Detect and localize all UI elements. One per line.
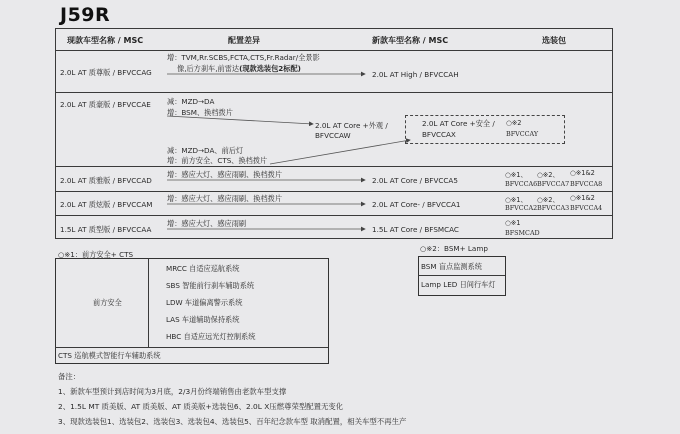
- package2-item: BSM 盲点监测系统: [421, 262, 482, 271]
- config-diff-text: 像,后方刹车,前雷达: [177, 64, 240, 73]
- new-model-cell: 2.0L AT High / BFVCCAH: [372, 70, 459, 79]
- config-diff-bold-note: (现款选装包2标配): [239, 64, 301, 73]
- package-label: ○※1: [505, 219, 521, 227]
- package-label: ○※1、: [505, 196, 528, 204]
- arrow-line: [167, 116, 313, 124]
- arrow-line: [270, 140, 410, 164]
- config-diff-cell: 增：感应大灯、感应雨刷: [167, 219, 247, 228]
- package-label: ○※2: [506, 119, 522, 127]
- package1-title: ○※1：前方安全+ CTS: [58, 250, 134, 259]
- notes-title: 备注：: [58, 372, 81, 381]
- package-label: ○※1&2: [570, 194, 595, 202]
- intermediate-model-cell: BFVCCAW: [315, 131, 351, 140]
- package-code: BFVCCA2: [505, 204, 538, 212]
- config-diff-cell: 增：感应大灯、感应雨刷、换档拨片: [167, 170, 283, 179]
- package1-item: LDW 车道偏离警示系统: [166, 298, 243, 307]
- config-diff-cell: 增：BSM、换档拨片: [167, 108, 233, 117]
- package1-cts: CTS 巡航模式智能行车辅助系统: [58, 351, 161, 360]
- header-package: 选装包: [542, 36, 566, 45]
- package-code: BFVCCA8: [570, 180, 603, 188]
- package-label: ○※2、: [537, 196, 560, 204]
- header-config-diff: 配置差异: [228, 36, 260, 45]
- package-label: ○※1、: [505, 171, 528, 179]
- config-diff-cell: 增：感应大灯、感应雨刷、换档拨片: [167, 194, 283, 203]
- current-model-cell: 2.0L AT 质雅版 / BFVCCAD: [60, 176, 152, 185]
- new-model-cell: 1.5L AT Core / BFSMCAC: [372, 225, 459, 234]
- package1-item: HBC 自适应远光灯控制系统: [166, 332, 256, 341]
- current-model-cell: 2.0L AT 质炫版 / BFVCCAM: [60, 200, 153, 209]
- current-model-cell: 2.0L AT 质尊版 / BFVCCAG: [60, 68, 152, 77]
- config-diff-cell: 增：TVM,Rr.SCBS,FCTA,CTS,Fr.Radar/全景影: [167, 53, 320, 62]
- note-item: 3、现款选装包1、选装包2、选装包3、选装包4、选装包5、百年纪念款车型 取消配置，相关车型不再生产: [58, 417, 407, 426]
- package-code: BFVCCA3: [537, 204, 570, 212]
- config-diff-cell: 减：MZD→DA、前后灯: [167, 146, 244, 155]
- package1-item: LAS 车道辅助保持系统: [166, 315, 240, 324]
- new-model-cell: BFVCCAX: [422, 130, 456, 139]
- package1-row-divider: [55, 347, 328, 348]
- config-diff-cell: 增：前方安全、CTS、换档拨片: [167, 156, 268, 165]
- package-label: ○※2、: [537, 171, 560, 179]
- package2-title: ○※2：BSM+ Lamp: [420, 244, 488, 253]
- new-model-cell: 2.0L AT Core +安全 /: [422, 119, 495, 128]
- header-current-model: 现款车型名称 / MSC: [67, 36, 144, 45]
- package-code: BFVCCA6: [505, 180, 538, 188]
- package2-item: Lamp LED 日间行车灯: [421, 280, 496, 289]
- package1-group-label: 前方安全: [93, 298, 122, 307]
- package1-col-divider: [148, 258, 149, 347]
- package-code: BFSMCAD: [505, 229, 540, 237]
- new-model-cell: 2.0L AT Core- / BFVCCA1: [372, 200, 461, 209]
- config-diff-cell: 减：MZD→DA: [167, 97, 215, 106]
- package-code: BFVCCA4: [570, 204, 603, 212]
- package-code: BFVCCAY: [506, 130, 539, 138]
- note-item: 2、1.5L MT 质美版、AT 质美版、AT 质美版+选装包6、2.0L X压燃尊荣型配置无变化: [58, 402, 344, 411]
- package-code: BFVCCA7: [537, 180, 570, 188]
- package-label: ○※1&2: [570, 169, 595, 177]
- note-item: 1、新款车型预计到店时间为3月底，2/3月份终端销售由老款车型支撑: [58, 387, 287, 396]
- package2-row-divider: [418, 275, 505, 276]
- intermediate-model-cell: 2.0L AT Core +外观 /: [315, 121, 388, 130]
- header-new-model: 新款车型名称 / MSC: [372, 36, 449, 45]
- new-model-cell: 2.0L AT Core / BFVCCA5: [372, 176, 458, 185]
- page-title: J59R: [60, 4, 111, 26]
- current-model-cell: 2.0L AT 质豪版 / BFVCCAE: [60, 100, 151, 109]
- current-model-cell: 1.5L AT 质型版 / BFVCCAA: [60, 225, 152, 234]
- package1-item: MRCC 自适应巡航系统: [166, 264, 240, 273]
- package1-item: SBS 智能前行刹车辅助系统: [166, 281, 255, 290]
